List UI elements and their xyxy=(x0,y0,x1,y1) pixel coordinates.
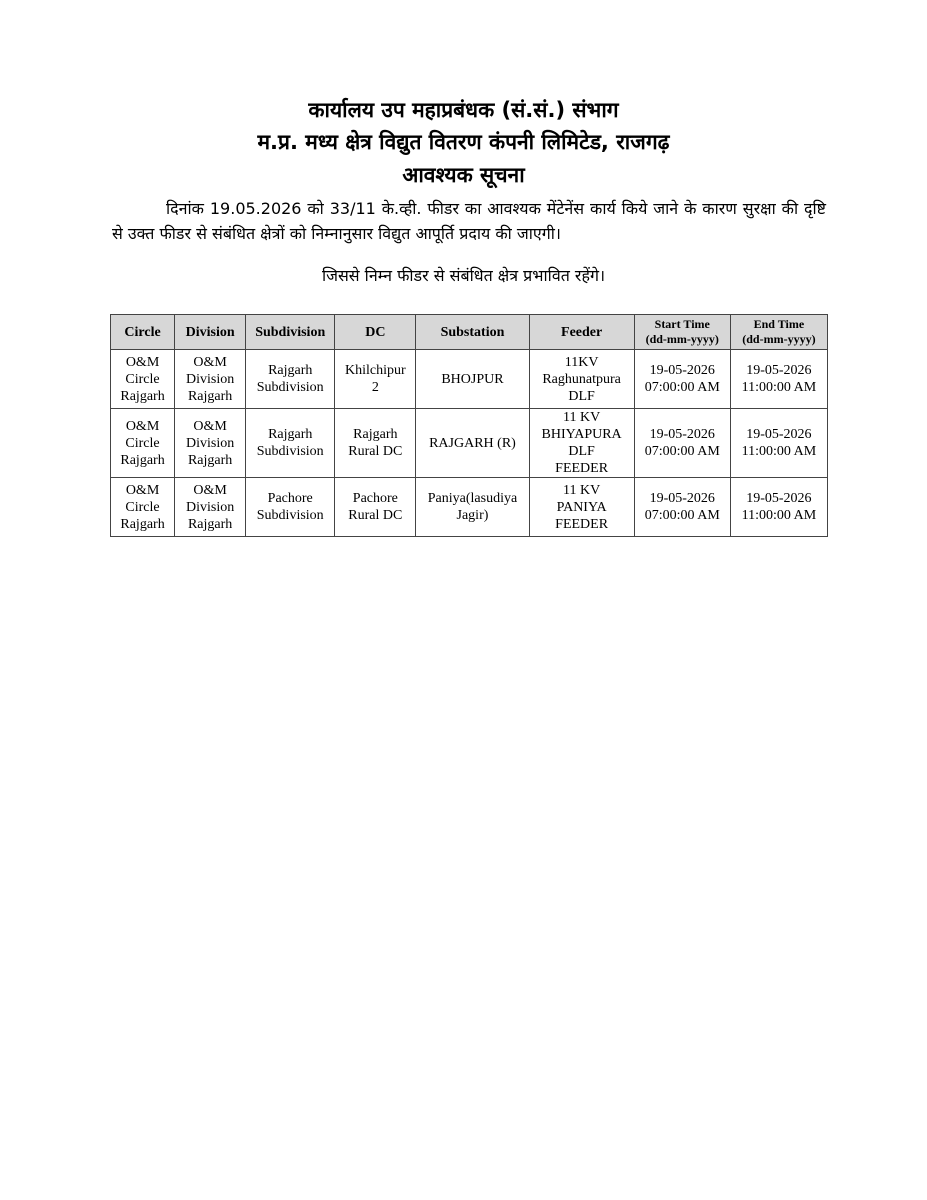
col-subdivision: Subdivision xyxy=(246,315,335,350)
cell-substation: BHOJPUR xyxy=(416,350,529,409)
cell-start-time: 19-05-2026 07:00:00 AM xyxy=(634,350,730,409)
cell-end-time: 19-05-2026 11:00:00 AM xyxy=(730,409,827,478)
table-row xyxy=(111,409,828,478)
cell-circle: O&M Circle Rajgarh xyxy=(111,409,175,478)
col-division: Division xyxy=(175,315,246,350)
affected-areas-line: जिससे निम्न फीडर से संबंधित क्षेत्र प्रभावित रहेंगे। xyxy=(321,266,606,285)
cell-circle: O&M Circle Rajgarh xyxy=(111,350,175,409)
cell-end-time: 19-05-2026 11:00:00 AM xyxy=(730,478,827,537)
cell-division: O&M Division Rajgarh xyxy=(175,478,246,537)
col-substation: Substation xyxy=(416,315,529,350)
cell-dc: Khilchipur 2 xyxy=(335,350,416,409)
schedule-table xyxy=(110,314,828,537)
office-title: कार्यालय उप महाप्रबंधक (सं.सं.) संभाग xyxy=(308,98,619,122)
cell-substation: RAJGARH (R) xyxy=(416,409,529,478)
cell-end-time: 19-05-2026 11:00:00 AM xyxy=(730,350,827,409)
col-start-time: Start Time (dd-mm-yyyy) xyxy=(634,315,730,350)
table-header-row xyxy=(111,315,828,350)
cell-dc: Rajgarh Rural DC xyxy=(335,409,416,478)
notice-title: आवश्यक सूचना xyxy=(402,163,525,187)
cell-subdivision: Rajgarh Subdivision xyxy=(246,350,335,409)
col-feeder: Feeder xyxy=(529,315,634,350)
cell-start-time: 19-05-2026 07:00:00 AM xyxy=(634,478,730,537)
col-end-time: End Time (dd-mm-yyyy) xyxy=(730,315,827,350)
cell-circle: O&M Circle Rajgarh xyxy=(111,478,175,537)
notice-paragraph: दिनांक 19.05.2026 को 33/11 के.व्ही. फीडर का आवश्यक मेंटेनेंस कार्य किये जाने के कारण सुरक्षा की दृष्टि से उक्त फीडर से संबंधित क्षेत्रों को निम्नानुसार विद्युत आपूर्ति प्रदाय की जाएगी। xyxy=(112,199,826,243)
cell-start-time: 19-05-2026 07:00:00 AM xyxy=(634,409,730,478)
cell-division: O&M Division Rajgarh xyxy=(175,409,246,478)
cell-feeder: 11 KV BHIYAPURA DLF FEEDER xyxy=(529,409,634,478)
col-circle: Circle xyxy=(111,315,175,350)
cell-feeder: 11 KV PANIYA FEEDER xyxy=(529,478,634,537)
col-dc: DC xyxy=(335,315,416,350)
table-row xyxy=(111,350,828,409)
cell-dc: Pachore Rural DC xyxy=(335,478,416,537)
table-row xyxy=(111,478,828,537)
cell-subdivision: Rajgarh Subdivision xyxy=(246,409,335,478)
company-title: म.प्र. मध्य क्षेत्र विद्युत वितरण कंपनी लिमिटेड, राजगढ़ xyxy=(257,130,670,154)
cell-substation: Paniya(lasudiya Jagir) xyxy=(416,478,529,537)
cell-division: O&M Division Rajgarh xyxy=(175,350,246,409)
cell-subdivision: Pachore Subdivision xyxy=(246,478,335,537)
cell-feeder: 11KV Raghunatpura DLF xyxy=(529,350,634,409)
